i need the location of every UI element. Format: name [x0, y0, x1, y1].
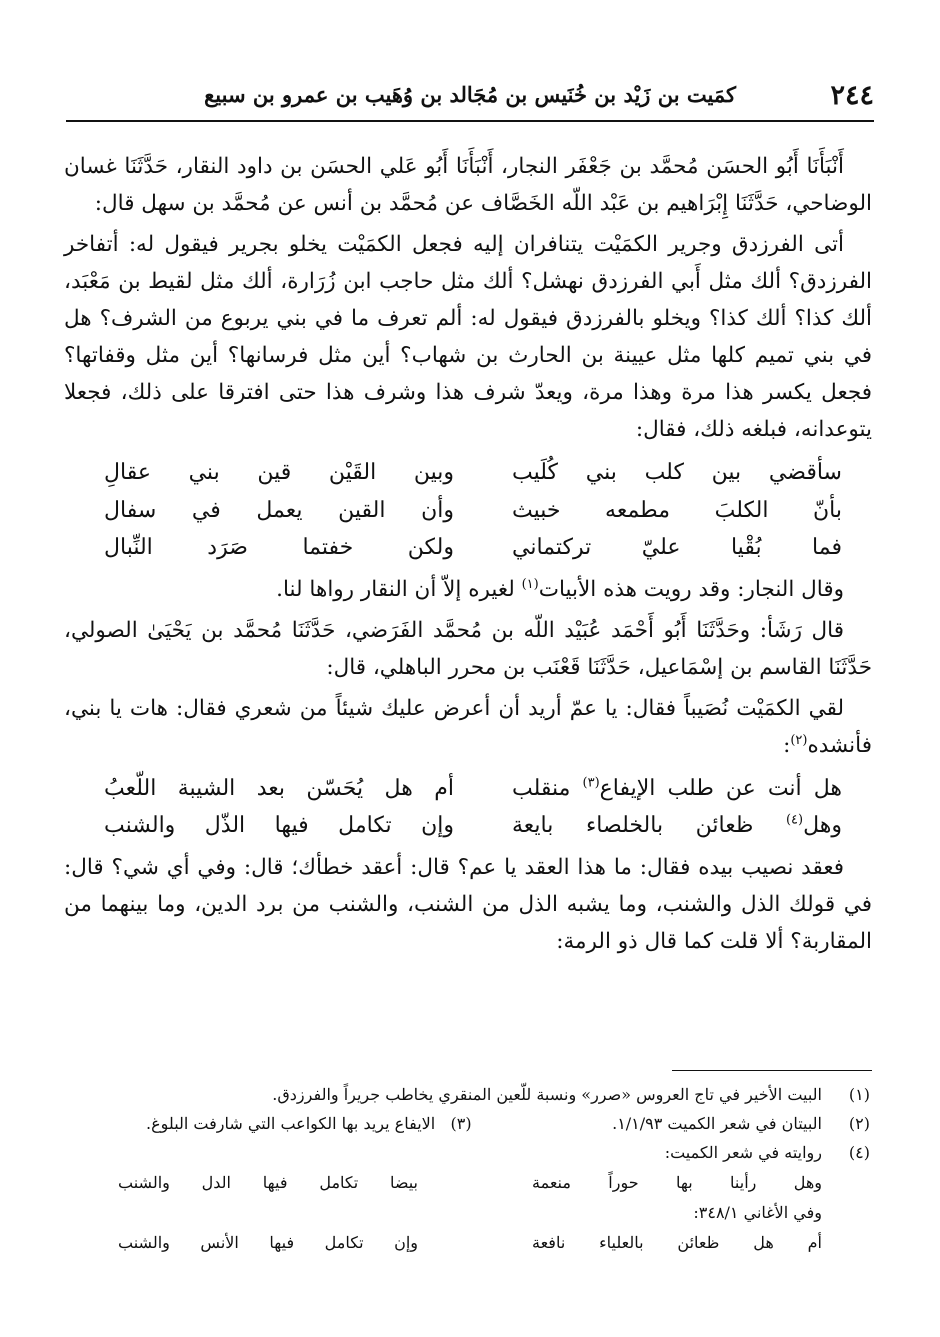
text-span: وهل	[803, 813, 842, 838]
verse	[64, 454, 872, 492]
verse-second-hemistich: بيضا تكامل فيها الدل والشنب	[118, 1173, 418, 1192]
verse-first-hemistich: سأقضي بين كلب بني كُلَيب	[512, 460, 842, 485]
text-span: لغيره إلاّ أن النقار رواها لنا.	[276, 576, 522, 602]
poem-1	[64, 454, 872, 567]
footnote-divider	[672, 1070, 872, 1071]
verse	[64, 529, 872, 567]
verse-first-hemistich: وهل رأينا بها حوراً منعمة	[532, 1173, 822, 1192]
footnote-3	[146, 1109, 472, 1138]
main-text	[64, 148, 872, 964]
footnote-text: روايته في شعر الكميت:	[664, 1143, 822, 1162]
verse-second-hemistich: وبين القَيْن قين بني عقالِ	[104, 460, 454, 485]
page-header	[66, 78, 874, 122]
footnote-ref: (٤)	[785, 812, 804, 828]
footnote-ref: (١)	[521, 576, 539, 592]
verse	[64, 807, 872, 845]
paragraph-story: أتى الفرزدق وجرير الكمَيْت يتنافران إليه فجعل الكمَيْت يخلو بجرير فيقول له: أتفاخر الفرزدق؟ ألك مثل أَبي الفرزدق نهشل؟ ألك مثل حاجب ابن زُرَارة، ألك مثل لقيط بن مَعْبَد، ألك كذا؟ ألك كذا؟ ويخلو بالفرزدق فيقول له: ألم تعرف ما في بني يربوع من الشرف؟ هل في بني تميم كلها مثل عيينة بن الحارث بن شهاب؟ أين مثل فرسانها؟ أين مثل وقفاتها؟ فجعل يكسر هذا مرة وهذا مرة، ويعدّ شرف هذا وشرف هذا حتى افترقا على ذلك، فجعلا يتوعدانه، فبلغه ذلك، فقال:	[64, 232, 872, 442]
footnote-verse	[66, 1227, 870, 1258]
footnote-number: (٣)	[450, 1114, 472, 1133]
footnote-ref: (٢)	[790, 732, 808, 748]
paragraph-rasha: قال رَشَأ: وحَدَّثَنَا أَبُو أَحْمَد عُبَيْد اللّه بن مُحمَّد الفَرَضي، حَدَّثَنَا مُحمَّد بن يَحْيَىٰ الصولي، حَدَّثَنَا القاسم بن إسْمَاعيل، حَدَّثَنَا قَعْنَب بن محرر الباهلي، قال:	[64, 617, 872, 680]
footnote-number: (٤)	[848, 1143, 870, 1162]
footnote-4	[66, 1138, 870, 1167]
footnote-text: الايفاع يريد بها الكواعب التي شارفت البلوغ.	[146, 1114, 436, 1133]
poem-2	[64, 770, 872, 845]
verse-first-hemistich: فما بُقْيا عليّ تركتماني	[512, 535, 842, 560]
footnote-text: البيت الأخير في تاج العروس «صرر» ونسبة للّعين المنقري يخاطب جريراً والفرزدق.	[272, 1085, 822, 1104]
verse	[64, 770, 872, 808]
verse-second-hemistich: أم هل يُحَسّن بعد الشيبة اللّعبُ	[104, 775, 454, 801]
footnotes	[66, 1080, 870, 1258]
footnote-verse	[66, 1167, 870, 1198]
page-number: ٢٤٤	[830, 80, 874, 111]
text-span: منقلب	[512, 775, 583, 801]
text-span: وقال النجار: وقد رويت هذه الأبيات	[538, 576, 844, 602]
text-span: :	[783, 732, 791, 758]
verse	[64, 492, 872, 530]
verse-first-hemistich: أم هل ظعائن بالعلياء نافعة	[532, 1233, 822, 1252]
verse-first-hemistich	[512, 770, 842, 808]
paragraph-isnad: أَنْبَأَنَا أَبُو الحسَن مُحمَّد بن جَعْفَر النجار، أَنْبَأَنَا أَبُو عَلي الحسَن بن داود النقار، حَدَّثَنَا غسان الوضاحي، حَدَّثَنَا إِبْرَاهيم بن عَبْد اللّه الخَصَّاف عن مُحمَّد بن أنس عن مُحمَّد بن سهل قال:	[64, 154, 872, 216]
paragraph-najjar	[64, 571, 872, 608]
footnote-ref: (٣)	[582, 775, 600, 791]
footnote-text: البيتان في شعر الكميت ١/١/٩٣.	[612, 1114, 822, 1133]
footnote-1	[66, 1080, 870, 1109]
footnote-source-line: وفي الأغاني ٣٤٨/١:	[693, 1203, 822, 1222]
verse-first-hemistich: بأنّ الكلبَ مطمعه خبيث	[512, 497, 842, 523]
verse-second-hemistich: وأن القين يعمل في سفال	[104, 497, 454, 523]
verse-second-hemistich: وإن تكامل فيها الذّل والشنب	[104, 813, 454, 838]
footnote-number: (١)	[848, 1085, 870, 1104]
verse-second-hemistich: وإن تكامل فيها الأنس والشنب	[118, 1233, 418, 1252]
running-title: كمَيت بن زَيْد بن خُنَيس بن مُجَالد بن وُهَيب بن عمرو بن سبيع	[204, 82, 736, 107]
paragraph-dialogue: فعقد نصيب بيده فقال: ما هذا العقد يا عم؟ قال: أعقد خطأك؛ قال: وفي أي شي؟ قال: في قولك الذل والشنب، وما يشبه الذل من الشنب، والشنب من برد الدين، وما بينهما من المقاربة؟ ألا قلت كما قال ذو الرمة:	[64, 854, 872, 954]
paragraph-nusayb	[64, 690, 872, 764]
footnote-2-3	[66, 1109, 870, 1138]
text-span: ظعائن بالخلصاء بايعة	[512, 813, 786, 838]
text-span: لقي الكمَيْت نُصَيباً فقال: يا عمّ أريد أن أعرض عليك شيئاً من شعري فقال: هات يا بني، فأنشده	[64, 695, 872, 758]
verse-second-hemistich: ولكن خفتما صَرَد النِّبال	[104, 535, 454, 560]
text-span: هل أنت عن طلب الإيفاع	[599, 775, 842, 801]
verse-first-hemistich	[512, 807, 842, 845]
footnote-number: (٢)	[848, 1114, 870, 1133]
